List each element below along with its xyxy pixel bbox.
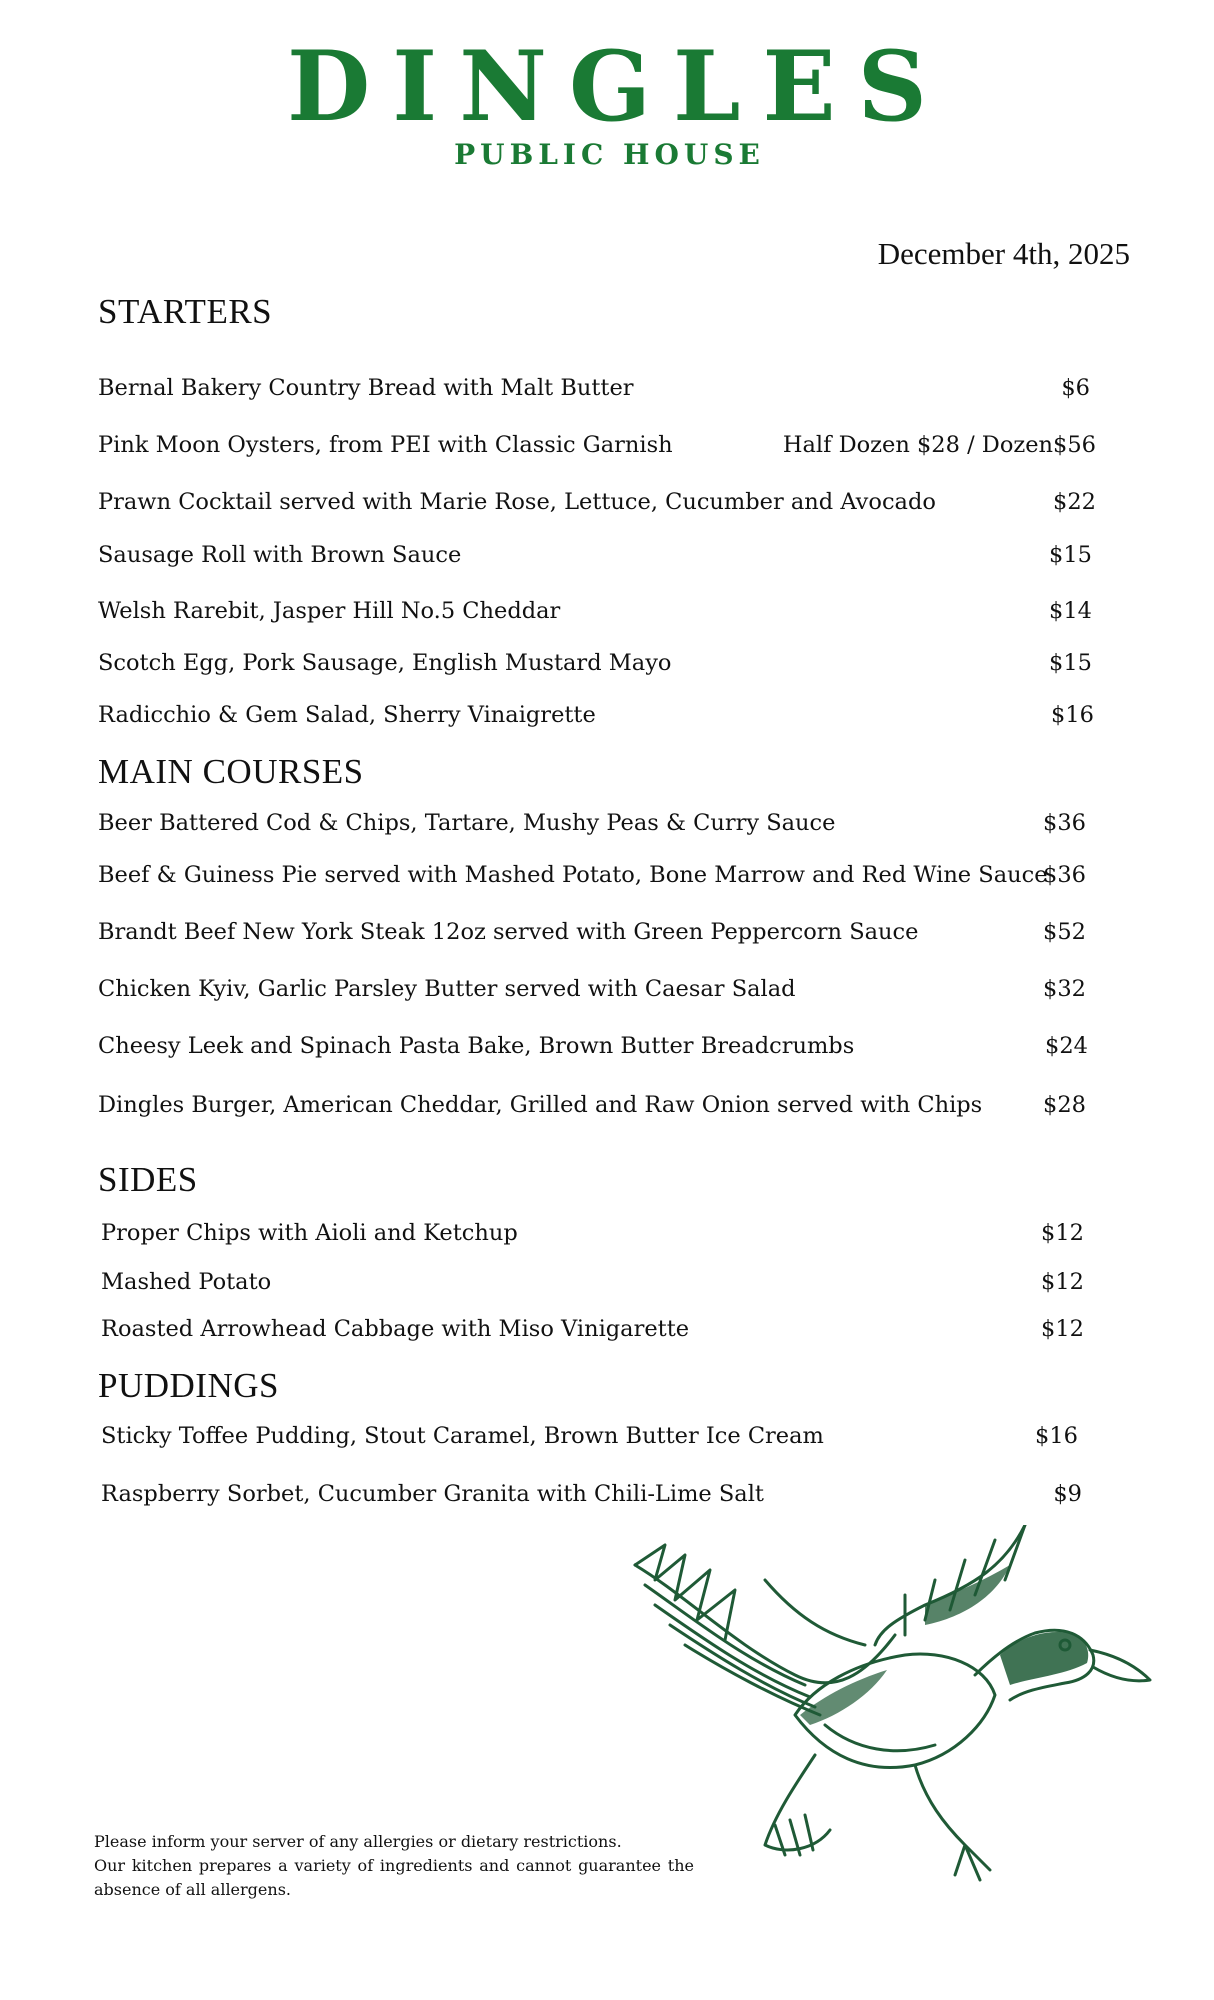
menu-item-name: Proper Chips with Aioli and Ketchup: [101, 1220, 518, 1246]
menu-item-price: $32: [1043, 976, 1086, 1002]
menu-item-price: $12: [1041, 1316, 1084, 1342]
menu-item-name: Pink Moon Oysters, from PEI with Classic Garnish: [98, 432, 673, 458]
menu-item-price: $28: [1043, 1092, 1086, 1118]
menu-item-name: Welsh Rarebit, Jasper Hill No.5 Cheddar: [98, 598, 561, 624]
section-title-mains: MAIN COURSES: [98, 752, 364, 791]
menu-item-name: Prawn Cocktail served with Marie Rose, Lettuce, Cucumber and Avocado: [98, 489, 936, 515]
allergy-notice: [94, 1830, 694, 1902]
menu-item-price: $15: [1049, 542, 1092, 568]
menu-item-name: Sticky Toffee Pudding, Stout Caramel, Brown Butter Ice Cream: [101, 1423, 824, 1449]
menu-item-price: $16: [1035, 1423, 1078, 1449]
menu-item-name: Dingles Burger, American Cheddar, Grilled and Raw Onion served with Chips: [98, 1092, 983, 1118]
menu-item-price: $14: [1049, 598, 1092, 624]
menu-item-name: Sausage Roll with Brown Sauce: [98, 542, 462, 568]
allergy-notice-line1: Please inform your server of any allergies or dietary restrictions.: [94, 1832, 622, 1851]
allergy-notice-line2: Our kitchen prepares a variety of ingredients and cannot guarantee the absence of all allergens.: [94, 1856, 694, 1899]
menu-item-price: $36: [1043, 862, 1086, 888]
menu-item-name: Cheesy Leek and Spinach Pasta Bake, Brown Butter Breadcrumbs: [98, 1033, 855, 1059]
brand-name: DINGLES: [287, 30, 949, 143]
menu-item-price: $52: [1043, 919, 1086, 945]
menu-item-price: $36: [1043, 810, 1086, 836]
section-title-starters: STARTERS: [98, 292, 273, 331]
menu-item-name: Roasted Arrowhead Cabbage with Miso Vinigarette: [101, 1316, 690, 1342]
menu-item-name: Scotch Egg, Pork Sausage, English Mustard Mayo: [98, 650, 672, 676]
menu-item-price: $24: [1045, 1033, 1088, 1059]
menu-item-price: $16: [1051, 702, 1094, 728]
menu-item-name: Beer Battered Cod & Chips, Tartare, Mushy Peas & Curry Sauce: [98, 810, 836, 836]
menu-item-name: Radicchio & Gem Salad, Sherry Vinaigrette: [98, 702, 596, 728]
menu-item-name: Brandt Beef New York Steak 12oz served with Green Peppercorn Sauce: [98, 919, 919, 945]
menu-item-price: $6: [1061, 375, 1090, 401]
menu-item-name: Raspberry Sorbet, Cucumber Granita with Chili-Lime Salt: [101, 1481, 764, 1507]
menu-date: December 4th, 2025: [877, 236, 1130, 271]
section-title-sides: SIDES: [98, 1160, 198, 1199]
flying-duck-illustration: [625, 1525, 1155, 1895]
menu-item-name: Mashed Potato: [101, 1269, 272, 1295]
menu-item-price: $9: [1053, 1481, 1082, 1507]
menu-item-price: $12: [1041, 1220, 1084, 1246]
menu-item-name: Beef & Guiness Pie served with Mashed Potato, Bone Marrow and Red Wine Sauce: [98, 862, 1048, 888]
menu-item-price: $12: [1041, 1269, 1084, 1295]
menu-item-name: Chicken Kyiv, Garlic Parsley Butter served with Caesar Salad: [98, 976, 796, 1002]
menu-item-price: $15: [1049, 650, 1092, 676]
menu-item-name: Bernal Bakery Country Bread with Malt Butter: [98, 375, 634, 401]
section-title-puddings: PUDDINGS: [98, 1366, 279, 1405]
brand-subtitle: PUBLIC HOUSE: [454, 138, 765, 171]
menu-item-price: $22: [1053, 489, 1096, 515]
menu-item-price: Half Dozen $28 / Dozen$56: [782, 432, 1096, 458]
